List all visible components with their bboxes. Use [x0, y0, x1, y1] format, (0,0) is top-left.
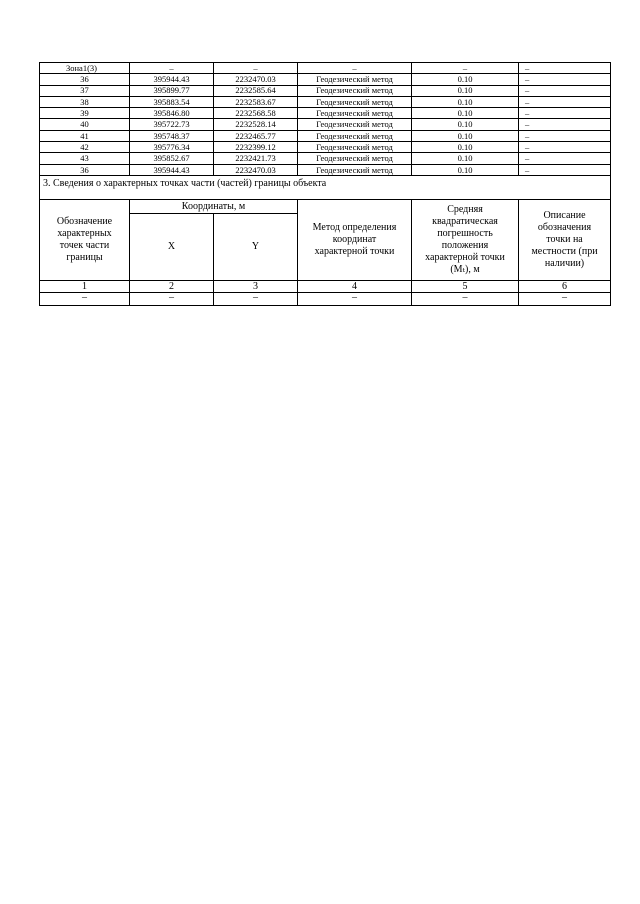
cell-y: 2232585.64 [214, 85, 298, 96]
cell-desc: – [519, 74, 611, 85]
cell-x: 395899.77 [130, 85, 214, 96]
cell-method: Геодезический метод [298, 96, 412, 107]
table-row [40, 119, 611, 130]
cell-desc: – [519, 119, 611, 130]
section3-table [39, 175, 611, 306]
cell-desc: – [519, 96, 611, 107]
cell-accuracy: 0.10 [412, 164, 519, 175]
zone-row: Зона1(3) – – – – – [40, 63, 611, 74]
header-method: Метод определения координат характерной точки [298, 200, 412, 281]
header-accuracy: Средняя квадратическая погрешность положения характерной точки (Mₜ), м [412, 200, 519, 281]
cell-method: Геодезический метод [298, 74, 412, 85]
cell-x: 395944.43 [130, 74, 214, 85]
cell-y: 2232465.77 [214, 130, 298, 141]
cell-accuracy: 0.10 [412, 85, 519, 96]
cell-x: 395748.37 [130, 130, 214, 141]
cell-x: 395852.67 [130, 153, 214, 164]
cell-accuracy: 0.10 [412, 96, 519, 107]
cell-desc: – [519, 142, 611, 153]
cell-accuracy: 0.10 [412, 153, 519, 164]
header-designation: Обозначение характерных точек части границы [40, 200, 130, 281]
table-row [40, 130, 611, 141]
cell-num: 36 [40, 164, 130, 175]
cell-num: 37 [40, 85, 130, 96]
table-row [40, 153, 611, 164]
cell-accuracy: 0.10 [412, 142, 519, 153]
cell-x: 395846.80 [130, 108, 214, 119]
cell-x: 395944.43 [130, 164, 214, 175]
header-x: X [130, 214, 214, 281]
cell-accuracy: 0.10 [412, 108, 519, 119]
cell-accuracy: 0.10 [412, 74, 519, 85]
empty-data-row: – – – – – – [40, 293, 611, 306]
table-row [40, 164, 611, 175]
cell-method: Геодезический метод [298, 119, 412, 130]
cell-desc: – [519, 130, 611, 141]
cell-y: 2232528.14 [214, 119, 298, 130]
cell-num: 40 [40, 119, 130, 130]
cell-y: 2232470.03 [214, 74, 298, 85]
cell-method: Геодезический метод [298, 108, 412, 119]
column-numbers-row: 1 2 3 4 5 6 [40, 281, 611, 293]
zone-label: Зона1(3) [40, 63, 130, 74]
cell-method: Геодезический метод [298, 153, 412, 164]
cell-method: Геодезический метод [298, 142, 412, 153]
table-row [40, 142, 611, 153]
header-y: Y [214, 214, 298, 281]
section3-title: 3. Сведения о характерных точках части (частей) границы объекта [40, 176, 611, 200]
cell-x: 395776.34 [130, 142, 214, 153]
cell-y: 2232568.58 [214, 108, 298, 119]
cell-x: 395883.54 [130, 96, 214, 107]
table-row [40, 85, 611, 96]
cell-method: Геодезический метод [298, 164, 412, 175]
cell-num: 38 [40, 96, 130, 107]
header-description: Описание обозначения точки на местности (при наличии) [519, 200, 611, 281]
cell-desc: – [519, 164, 611, 175]
cell-num: 41 [40, 130, 130, 141]
cell-desc: – [519, 153, 611, 164]
cell-num: 43 [40, 153, 130, 164]
cell-accuracy: 0.10 [412, 119, 519, 130]
points-table [39, 62, 611, 176]
cell-x: 395722.73 [130, 119, 214, 130]
cell-num: 42 [40, 142, 130, 153]
table-row [40, 74, 611, 85]
table-row [40, 108, 611, 119]
cell-y: 2232583.67 [214, 96, 298, 107]
cell-y: 2232470.03 [214, 164, 298, 175]
cell-num: 39 [40, 108, 130, 119]
cell-y: 2232399.12 [214, 142, 298, 153]
cell-accuracy: 0.10 [412, 130, 519, 141]
cell-desc: – [519, 108, 611, 119]
cell-method: Геодезический метод [298, 85, 412, 96]
header-coords: Координаты, м [130, 200, 298, 214]
cell-desc: – [519, 85, 611, 96]
cell-num: 36 [40, 74, 130, 85]
table-row [40, 96, 611, 107]
cell-method: Геодезический метод [298, 130, 412, 141]
cell-y: 2232421.73 [214, 153, 298, 164]
